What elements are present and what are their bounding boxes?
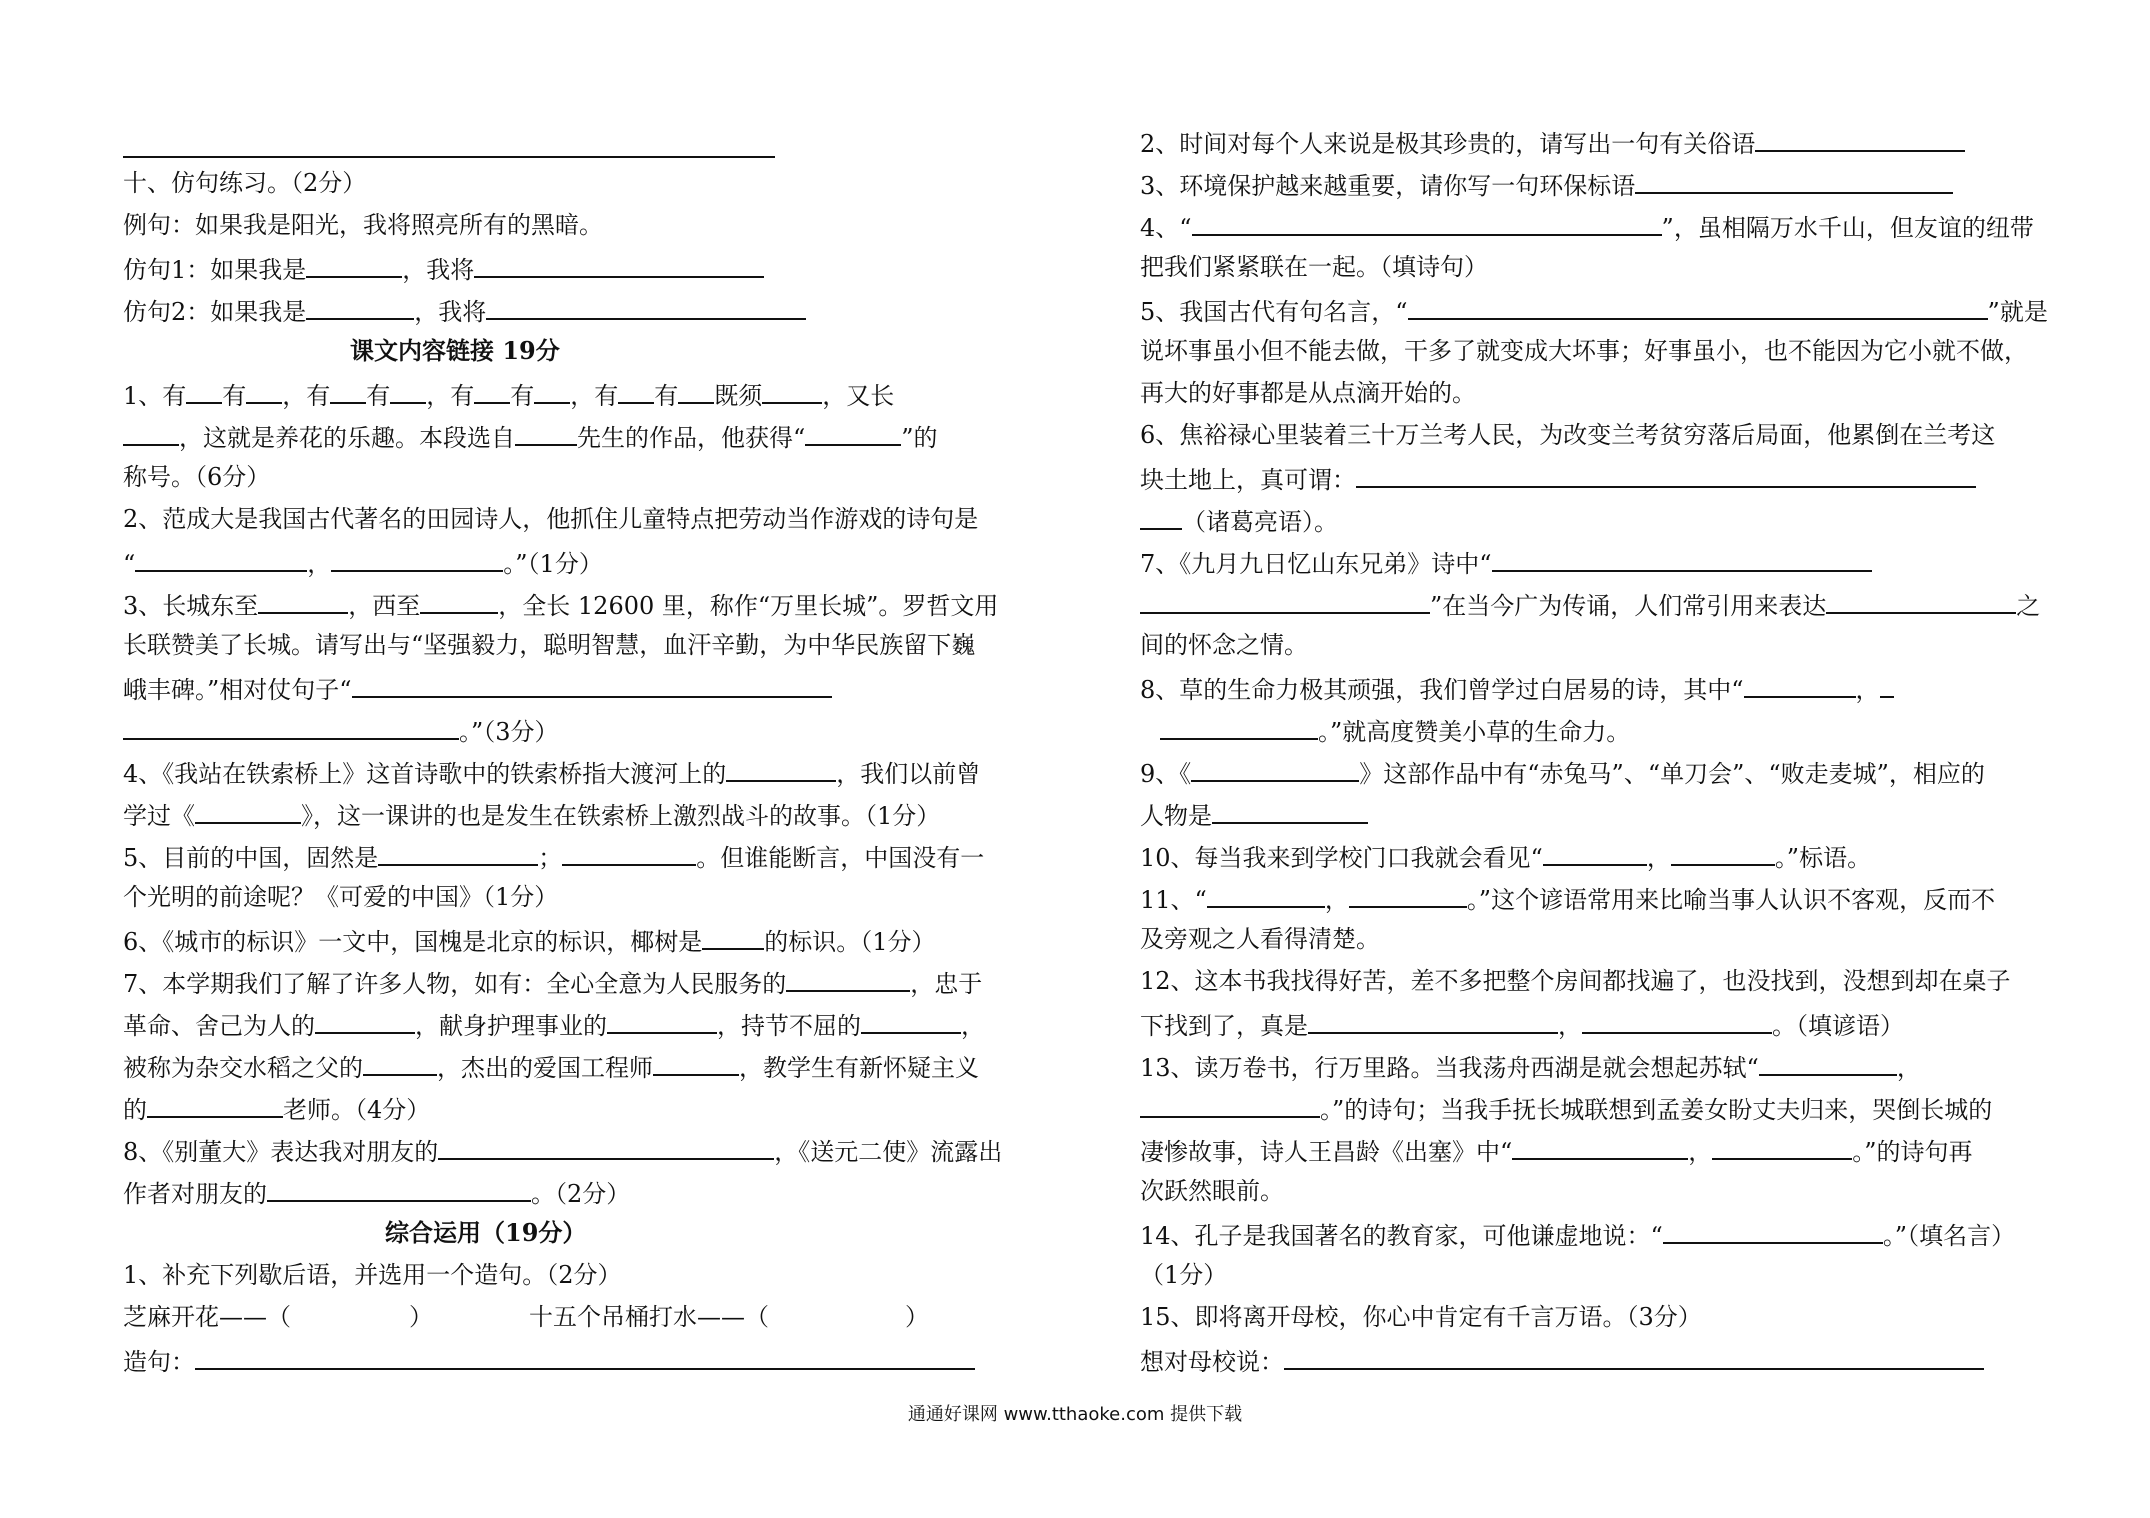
k1-blank[interactable]: [618, 378, 654, 404]
question-r12-line1: [1140, 966, 2011, 996]
k8-text: ，《送元二使》流露出: [774, 1138, 1003, 1166]
question-r9-line1: [1140, 756, 1985, 789]
k1-blank[interactable]: [390, 378, 426, 404]
k1-text: ”的: [901, 424, 938, 452]
r13-text: 。”的诗句再: [1852, 1138, 1973, 1166]
r8-blank[interactable]: [1160, 714, 1318, 740]
r6-text: （诸葛亮语）。: [1182, 508, 1338, 536]
r13-blank[interactable]: [1512, 1134, 1688, 1160]
r2-blank[interactable]: [1755, 126, 1965, 152]
question-k6: [123, 924, 936, 957]
r13-blank[interactable]: [1140, 1092, 1320, 1118]
r7-text: 间的怀念之情。: [1140, 631, 1308, 659]
z1-sentence-blank[interactable]: [195, 1344, 975, 1370]
r4-blank[interactable]: [1192, 210, 1662, 236]
imitation-2-blank-a[interactable]: [306, 294, 414, 320]
r13-text: 次跃然眼前。: [1140, 1177, 1284, 1205]
k7-blank[interactable]: [147, 1092, 283, 1118]
question-r6-line1: [1140, 420, 1995, 450]
page-footer: [0, 1400, 2150, 1426]
question-r4-line2: [1140, 252, 1488, 282]
question-r11-line1: [1140, 882, 1995, 915]
footer-text: 通通好课网 www.tthaoke.com 提供下载: [907, 1404, 1243, 1425]
r13-blank[interactable]: [1712, 1134, 1852, 1160]
question-k4-line1: [123, 756, 980, 789]
r12-blank[interactable]: [1308, 1008, 1558, 1034]
r3-text: 3、环境保护越来越重要，请你写一句环保标语: [1140, 172, 1636, 200]
r12-text: 12、这本书我找得好苦，差不多把整个房间都找遍了，也没找到，没想到却在桌子: [1140, 967, 2011, 995]
question-r13-line1: [1140, 1050, 1921, 1083]
k7-blank[interactable]: [786, 966, 910, 992]
heading-text-content: [350, 336, 560, 366]
question-k1-line3: [123, 462, 270, 492]
k1-blank[interactable]: [330, 378, 366, 404]
k7-blank[interactable]: [861, 1008, 961, 1034]
k8-blank[interactable]: [267, 1176, 531, 1202]
r9-text: 9、《: [1140, 760, 1192, 788]
k2-text: ，: [307, 550, 332, 578]
imitation-1-prefix: 仿句1：如果我是: [123, 256, 307, 284]
question-r12-line2: [1140, 1008, 1904, 1041]
imitation-2-blank-b[interactable]: [486, 294, 806, 320]
question-k4-line2: [123, 798, 940, 831]
r12-text: ，: [1558, 1012, 1582, 1040]
k1-blank[interactable]: [678, 378, 714, 404]
r15-text: 15、即将离开母校，你心中肯定有千言万语。（3分）: [1140, 1303, 1702, 1331]
imitation-sentence-1: [123, 252, 764, 285]
k4-text: 学过《: [123, 802, 195, 830]
question-k7-line3: [123, 1050, 979, 1083]
r10-text: 10、每当我来到学校门口我就会看见“: [1140, 844, 1543, 872]
k1-text: ，有: [426, 382, 475, 410]
k6-blank[interactable]: [702, 924, 764, 950]
question-k2-line1: [123, 504, 978, 534]
r8-text: 。”就高度赞美小草的生命力。: [1318, 718, 1631, 746]
r11-blank[interactable]: [1207, 882, 1325, 908]
question-z1-line1: [123, 1260, 622, 1290]
k1-text: 称号。（6分）: [123, 463, 271, 491]
z1-text: ）: [409, 1303, 433, 1331]
k1-text: ，有: [282, 382, 331, 410]
r13-blank[interactable]: [1759, 1050, 1897, 1076]
question-r4-line1: [1140, 210, 2034, 243]
r2-text: 2、时间对每个人来说是极其珍贵的，请写出一句有关俗语: [1140, 130, 1756, 158]
imitation-sentence-2: [123, 294, 806, 327]
r10-blank[interactable]: [1671, 840, 1775, 866]
r8-text: 8、草的生命力极其顽强，我们曾学过白居易的诗，其中“: [1140, 676, 1744, 704]
k1-text: ，有: [570, 382, 619, 410]
question-k3-line4: [123, 714, 559, 747]
question-k3-line2: [123, 630, 975, 660]
question-r5-line2: [1140, 336, 2028, 366]
k7-blank[interactable]: [607, 1008, 717, 1034]
r11-blank[interactable]: [1349, 882, 1467, 908]
r7-text: ”在当今广为传诵，人们常引用来表达: [1430, 592, 1827, 620]
r13-text: 凄惨故事，诗人王昌龄《出塞》中“: [1140, 1138, 1513, 1166]
k7-text: 革命、舍己为人的: [123, 1012, 315, 1040]
k7-text: ，杰出的爱国工程师: [437, 1054, 653, 1082]
imitation-1-mid: ，我将: [402, 256, 475, 284]
k1-text: 1、有: [123, 382, 187, 410]
question-r7-line2: [1140, 588, 2040, 621]
k3-text: 长联赞美了长城。请写出与“坚强毅力，聪明智慧，血汗辛勤，为中华民族留下巍: [123, 631, 976, 659]
k2-text: “: [123, 550, 136, 578]
k1-text: 先生的作品，他获得“: [577, 424, 806, 452]
question-k1-line2: [123, 420, 938, 453]
question-r14-line1: [1140, 1218, 2015, 1251]
section-ten-title-text: 十、仿句练习。（2分）: [123, 169, 367, 197]
section-ten-title: [123, 168, 366, 198]
question-r8-line1: [1140, 672, 1894, 705]
k7-text: 的: [123, 1096, 147, 1124]
k3-blank[interactable]: [258, 588, 348, 614]
k8-blank[interactable]: [438, 1134, 774, 1160]
k4-text: ，我们以前曾: [836, 760, 981, 788]
k6-text: 的标识。（1分）: [764, 928, 936, 956]
question-k1-line1: [123, 378, 894, 411]
k3-text: ，西至: [348, 592, 421, 620]
r12-text: 。（填谚语）: [1772, 1012, 1904, 1040]
r13-text: ，: [1688, 1138, 1713, 1166]
k3-text: 峨丰碑。”相对仗句子“: [123, 676, 352, 704]
question-r13-line2: [1140, 1092, 1992, 1125]
z1-text: ）: [905, 1303, 929, 1331]
k1-text: 既须: [714, 382, 763, 410]
r7-blank[interactable]: [1140, 588, 1430, 614]
r7-blank[interactable]: [1826, 588, 2016, 614]
question-k8-line2: [123, 1176, 630, 1209]
question-r5-line3: [1140, 378, 1476, 408]
r12-text: 下找到了，真是: [1140, 1012, 1308, 1040]
k1-text: 有: [654, 382, 679, 410]
k7-blank[interactable]: [315, 1008, 415, 1034]
k5-blank[interactable]: [378, 840, 538, 866]
r10-text: 。”标语。: [1774, 844, 1872, 872]
k6-text: 6、《城市的标识》一文中，国槐是北京的标识，椰树是: [123, 928, 703, 956]
k8-text: 。（2分）: [531, 1180, 631, 1208]
k1-text: 有: [510, 382, 535, 410]
question-z1-line3: [123, 1344, 975, 1377]
question-k7-line1: [123, 966, 982, 999]
question-r13-line4: [1140, 1176, 1284, 1206]
question-k7-line2: [123, 1008, 985, 1041]
k1-blank[interactable]: [123, 420, 179, 446]
imitation-1-blank-b[interactable]: [474, 252, 764, 278]
r5-text: 说坏事虽小但不能去做，干多了就变成大坏事；好事虽小，也不能因为它小就不做，: [1140, 337, 2028, 365]
r8-blank[interactable]: [1880, 672, 1894, 698]
k1-blank[interactable]: [534, 378, 570, 404]
question-k5-line2: [123, 882, 558, 912]
r8-text: ，: [1855, 676, 1880, 704]
k4-blank[interactable]: [726, 756, 836, 782]
heading-text-content-label: 课文内容链接 19分: [350, 336, 560, 365]
k7-blank[interactable]: [363, 1050, 437, 1076]
example-sentence-text: 例句：如果我是阳光，我将照亮所有的黑暗。: [123, 211, 603, 239]
question-r6-line3: [1140, 504, 1338, 537]
question-r11-line2: [1140, 924, 1380, 954]
question-z1-line2: [123, 1302, 929, 1332]
question-r2: [1140, 126, 1965, 159]
top-answer-line[interactable]: [123, 156, 775, 158]
z1-text: 十五个吊桶打水——（: [529, 1303, 769, 1331]
r4-text: ”，虽相隔万水千山，但友谊的纽带: [1661, 214, 2034, 242]
r9-blank[interactable]: [1212, 798, 1368, 824]
r15-blank[interactable]: [1284, 1344, 1984, 1370]
k5-text: 5、目前的中国，固然是: [123, 844, 379, 872]
question-r6-line2: [1140, 462, 1976, 495]
r11-text: 。”这个谚语常用来比喻当事人认识不客观，反而不: [1466, 886, 1996, 914]
k2-text: 2、范成大是我国古代著名的田园诗人，他抓住儿童特点把劳动当作游戏的诗句是: [123, 505, 979, 533]
k3-text: 。”（3分）: [459, 718, 559, 746]
k1-text: ，这就是养花的乐趣。本段选自: [179, 424, 515, 452]
k5-blank[interactable]: [562, 840, 696, 866]
r6-blank[interactable]: [1356, 462, 1976, 488]
heading-comprehensive-label: 综合运用（19分）: [385, 1218, 587, 1247]
question-r8-line2: [1140, 714, 1630, 747]
question-k7-line4: [123, 1092, 430, 1125]
k1-text: ，又长: [822, 382, 895, 410]
k7-text: ，献身护理事业的: [415, 1012, 607, 1040]
r9-text: 》这部作品中有“赤兔马”、“单刀会”、“败走麦城”，相应的: [1359, 760, 1985, 788]
question-r5-line1: [1140, 294, 2048, 327]
k1-text: 有: [366, 382, 391, 410]
k2-text: 。”（1分）: [503, 550, 603, 578]
r9-text: 人物是: [1140, 802, 1212, 830]
question-k8-line1: [123, 1134, 1002, 1167]
r14-text: （1分）: [1140, 1261, 1228, 1289]
k8-text: 作者对朋友的: [123, 1180, 267, 1208]
k1-blank[interactable]: [246, 378, 282, 404]
r6-text: 6、焦裕禄心里装着三十万兰考人民，为改变兰考贫穷落后局面，他累倒在兰考这: [1140, 421, 1996, 449]
question-r7-line3: [1140, 630, 1308, 660]
r11-text: 及旁观之人看得清楚。: [1140, 925, 1380, 953]
imitation-2-mid: ，我将: [414, 298, 487, 326]
k3-blank[interactable]: [420, 588, 498, 614]
question-k3-line3: [123, 672, 832, 705]
z1-text: 造句：: [123, 1348, 195, 1376]
r6-blank[interactable]: [1140, 504, 1182, 530]
r13-text: 13、读万卷书，行万里路。当我荡舟西湖是就会想起苏轼“: [1140, 1054, 1759, 1082]
heading-comprehensive: [385, 1218, 586, 1248]
r5-text: ”就是: [1987, 298, 2048, 326]
r10-blank[interactable]: [1543, 840, 1647, 866]
k5-text: 个光明的前途呢？《可爱的中国》（1分）: [123, 883, 559, 911]
question-r9-line2: [1140, 798, 1368, 831]
k7-text: 7、本学期我们了解了许多人物，如有：全心全意为人民服务的: [123, 970, 787, 998]
imitation-1-blank-a[interactable]: [306, 252, 402, 278]
k7-text: ，持节不屈的: [717, 1012, 861, 1040]
r13-text: 。”的诗句；当我手抚长城联想到孟姜女盼丈夫归来，哭倒长城的: [1320, 1096, 1993, 1124]
k4-text: 4、《我站在铁索桥上》这首诗歌中的铁索桥指大渡河上的: [123, 760, 727, 788]
k7-text: 老师。（4分）: [283, 1096, 431, 1124]
question-r3: [1140, 168, 1953, 201]
question-r13-line3: [1140, 1134, 1973, 1167]
k5-text: ；: [538, 844, 563, 872]
k3-blank[interactable]: [352, 672, 832, 698]
k5-text: 。但谁能断言，中国没有一: [696, 844, 985, 872]
r7-blank[interactable]: [1492, 546, 1872, 572]
k8-text: 8、《别董大》表达我对朋友的: [123, 1138, 439, 1166]
question-r7-line1: [1140, 546, 1872, 579]
k7-text: 被称为杂交水稻之父的: [123, 1054, 363, 1082]
r11-text: ，: [1324, 886, 1349, 914]
k1-blank[interactable]: [186, 378, 222, 404]
k3-text: 3、长城东至: [123, 592, 259, 620]
question-r15-line1: [1140, 1302, 1702, 1332]
r5-text: 5、我国古代有句名言，“: [1140, 298, 1408, 326]
k7-text: ，教学生有新怀疑主义: [739, 1054, 979, 1082]
r7-text: 之: [2016, 592, 2041, 620]
r4-text: 把我们紧紧联在一起。（填诗句）: [1140, 253, 1488, 281]
question-k3-line1: [123, 588, 998, 621]
r6-text: 块土地上，真可谓：: [1140, 466, 1356, 494]
k4-blank[interactable]: [195, 798, 301, 824]
k1-text: 有: [222, 382, 247, 410]
r3-blank[interactable]: [1635, 168, 1953, 194]
z1-text: 芝麻开花——（: [123, 1303, 291, 1331]
question-r15-line2: [1140, 1344, 1984, 1377]
r14-text: 14、孔子是我国著名的教育家，可他谦虚地说：“: [1140, 1222, 1663, 1250]
k2-blank[interactable]: [331, 546, 503, 572]
r10-text: ，: [1646, 844, 1671, 872]
r4-text: 4、“: [1140, 214, 1192, 242]
k4-text: 》，这一课讲的也是发生在铁索桥上激烈战斗的故事。（1分）: [301, 802, 941, 830]
r9-blank[interactable]: [1191, 756, 1359, 782]
k2-blank[interactable]: [135, 546, 307, 572]
r12-blank[interactable]: [1582, 1008, 1772, 1034]
k7-text: ，: [961, 1012, 985, 1040]
question-k2-line2: [123, 546, 603, 579]
k3-text: ，全长 12600 里，称作“万里长城”。罗哲文用: [498, 592, 999, 620]
k1-blank[interactable]: [474, 378, 510, 404]
r11-text: 11、“: [1140, 886, 1207, 914]
k1-author-blank[interactable]: [515, 420, 577, 446]
k7-blank[interactable]: [653, 1050, 739, 1076]
r14-blank[interactable]: [1663, 1218, 1883, 1244]
question-k5-line1: [123, 840, 984, 873]
r7-text: 7、《九月九日忆山东兄弟》诗中“: [1140, 550, 1492, 578]
r8-blank[interactable]: [1744, 672, 1856, 698]
r15-text: 想对母校说：: [1140, 1348, 1284, 1376]
r14-text: 。”（填名言）: [1882, 1222, 2016, 1250]
question-r14-line2: [1140, 1260, 1227, 1290]
k1-blank[interactable]: [762, 378, 822, 404]
imitation-2-prefix: 仿句2：如果我是: [123, 298, 307, 326]
example-sentence: [123, 210, 603, 240]
k7-text: ，忠于: [910, 970, 983, 998]
z1-text: 1、补充下列歇后语，并选用一个造句。（2分）: [123, 1261, 622, 1289]
r13-text: ，: [1896, 1054, 1921, 1082]
question-r10: [1140, 840, 1871, 873]
r5-blank[interactable]: [1408, 294, 1988, 320]
r5-text: 再大的好事都是从点滴开始的。: [1140, 379, 1476, 407]
k1-title-blank[interactable]: [805, 420, 901, 446]
k3-blank[interactable]: [123, 714, 459, 740]
